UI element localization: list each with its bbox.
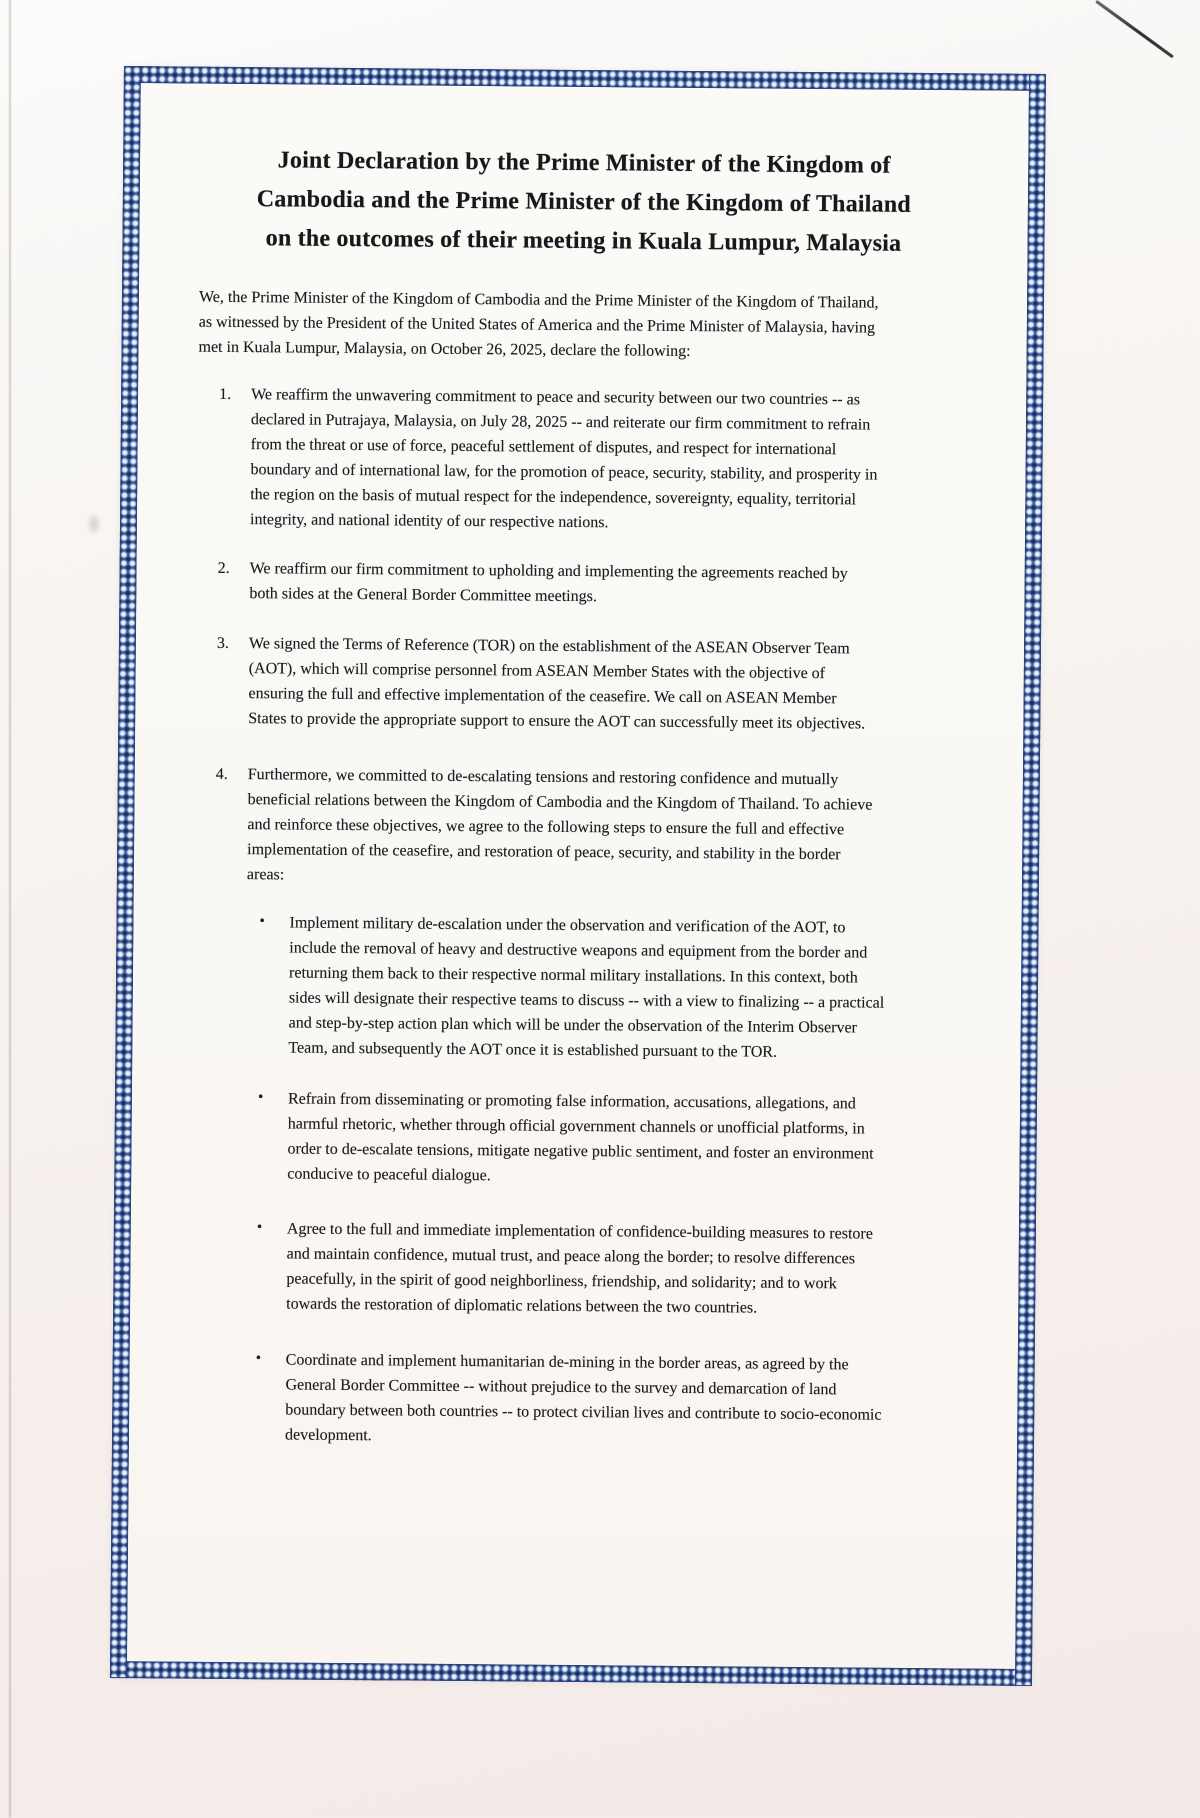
- preamble-paragraph: We, the Prime Minister of the Kingdom of Cambodia and the Prime Minister of the Kingdom of Thailand, as witnessed by the President of the United States of America and the Prime Minister of Malaysia, having met in Kuala Lumpur, Malaysia, on October 26, 2025, declare the following:: [198, 288, 879, 360]
- item-number: 3.: [216, 634, 230, 652]
- decorative-border-frame: [110, 66, 1046, 1686]
- numbered-item-2: [196, 556, 879, 612]
- item-text: We signed the Terms of Reference (TOR) on the establishment of the ASEAN Observer Team (AOT), which will comprise personnel from ASEAN Member States with the objective of ensuring the full and effective implementation of the ceasefire. We call on ASEAN Member States to provide the appropriate support to ensure the AOT can successfully meet its objectives.: [248, 635, 866, 733]
- item-text: Furthermore, we committed to de-escalating tensions and restoring confidence and mutually beneficial relations between the Kingdom of Cambodia and the Kingdom of Thailand. To achieve and reinforce these objectives, we agree to the following steps to ensure the full and effective implementation of the ceasefire, and restoration of peace, security, and stability in the border areas:: [246, 766, 873, 884]
- bullet-item-2: [191, 1086, 888, 1192]
- item-number: 2.: [217, 559, 230, 577]
- bullet-icon: •: [257, 1089, 264, 1106]
- bullet-text: Implement military de-escalation under the observation and verification of the AOT, to include the removal of heavy and destructive weapons and equipment from the border and returning them back to their respective normal military installations. In this context, both sides will designate their respective teams to discuss -- with a view to finalizing -- a practical and step-by-step action plan which will be under the observation of the Interim Observer Team, and subsequently the AOT once it is established pursuant to the TOR.: [288, 914, 885, 1061]
- bullet-icon: •: [259, 913, 265, 930]
- smudge-artifact: [86, 512, 102, 536]
- bullet-text: Refrain from disseminating or promoting false information, accusations, allegations, and harmful rhetoric, whether through official government channels or unofficial platforms, in order to de-escalate tensions, mitigate negative public sentiment, and foster an environment conducive to peaceful dialogue.: [287, 1090, 874, 1185]
- bullet-item-4: [189, 1347, 886, 1453]
- title-line-3: on the outcomes of their meeting in Kuala Lumpur, Malaysia: [265, 225, 902, 257]
- numbered-item-4: [194, 762, 878, 893]
- title-line-1: Joint Declaration by the Prime Minister of the Kingdom of: [277, 147, 891, 179]
- item-number: 4.: [215, 765, 228, 783]
- document-title: [139, 140, 1028, 265]
- item-number: 1.: [219, 385, 232, 403]
- title-line-2: Cambodia and the Prime Minister of the Kingdom of Thailand: [256, 186, 911, 218]
- numbered-item-1: [197, 382, 881, 538]
- bullet-text: Coordinate and implement humanitarian de-mining in the border areas, as agreed by the General Border Committee -- without prejudice to the survey and demarcation of land boundary between both countries -- to protect civilian lives and contribute to socio-economic development.: [284, 1351, 882, 1445]
- bullet-item-1: [192, 910, 889, 1066]
- numbered-item-3: [195, 631, 879, 737]
- document-body: [129, 284, 1027, 1454]
- bullet-icon: •: [255, 1350, 262, 1367]
- page-content-area: [127, 83, 1029, 1669]
- bullet-item-3: [190, 1216, 887, 1322]
- item-text: We reaffirm the unwavering commitment to peace and security between our two countries -- as declared in Putrajaya, Malaysia, on July 28, 2025 -- and reiterate our firm commitment to refrain from the threat or use of force, peaceful settlement of disputes, and respect for international boundary and of international law, for the promotion of peace, security, stability, and prosperity in the region on the basis of mutual respect for the independence, sovereignty, equality, territorial integrity, and national identity of our respective nations.: [249, 386, 878, 532]
- bullet-text: Agree to the full and immediate implementation of confidence-building measures to restore and maintain confidence, mutual trust, and peace along the border; to resolve differences peacefully, in the spirit of good neighborliness, friendship, and solidarity; and to work towards the restoration of diplomatic relations between the two countries.: [286, 1220, 873, 1317]
- bullet-icon: •: [256, 1219, 263, 1236]
- item-text: We reaffirm our firm commitment to upholding and implementing the agreements reached by both sides at the General Border Committee meetings.: [249, 560, 848, 606]
